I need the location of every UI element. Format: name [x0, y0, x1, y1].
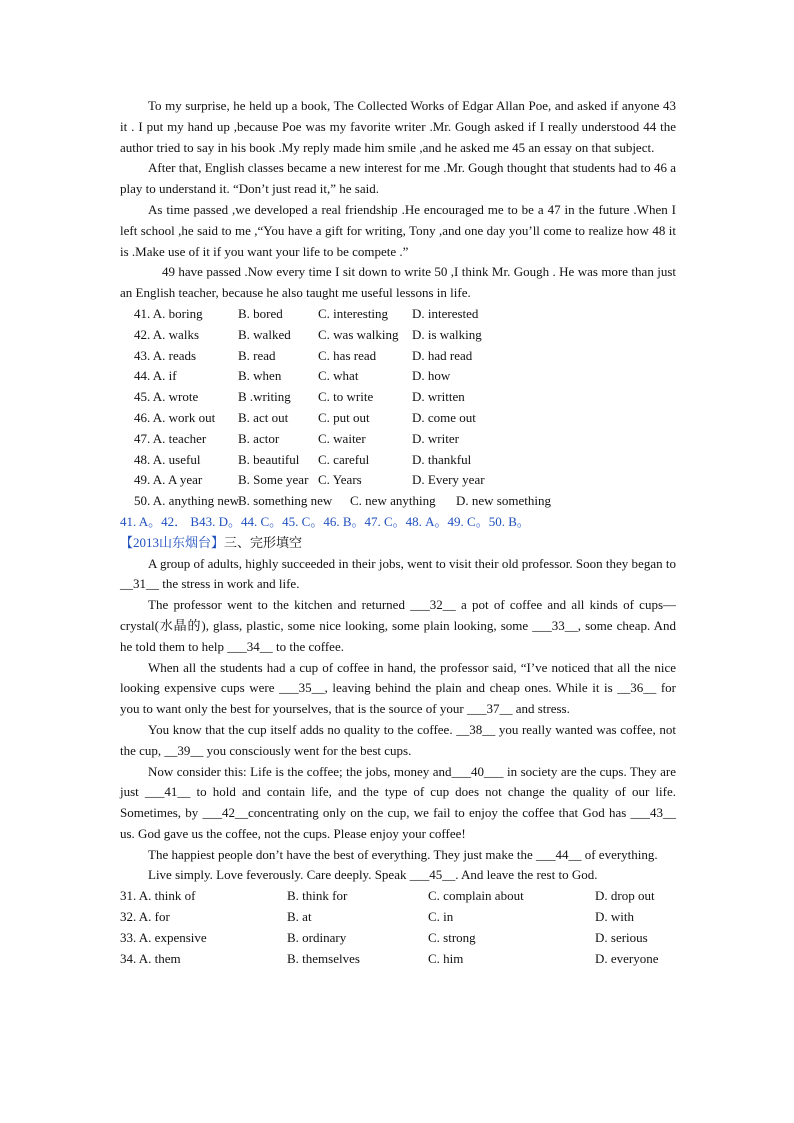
option-c: C. him [428, 950, 464, 966]
option-b: B. when [238, 368, 282, 384]
option-b: B. Some year [238, 472, 309, 488]
passage1-paragraph-2: After that, English classes became a new interest for me .Mr. Gough thought that students had to 46 a play to understand it. “Don’t just read it,” he said. [120, 160, 676, 197]
option-c: C. to write [318, 389, 374, 405]
option-b: B. at [287, 909, 312, 925]
option-b: B. themselves [287, 950, 360, 966]
option-a: 49. A. A year [134, 472, 203, 488]
passage2-paragraph-4: You know that the cup itself adds no quality to the coffee. __38__ you really wanted was coffee, not the cup, __39__ you consciously went for the best cups. [120, 721, 676, 758]
option-d: D. thankful [412, 451, 472, 467]
option-d: D. interested [412, 305, 479, 321]
passage2-paragraph-1: A group of adults, highly succeeded in their jobs, went to visit their old professor. Soon they began to __31__ the stress in work and life. [120, 555, 676, 592]
option-d: D. serious [595, 929, 648, 945]
option-row [120, 304, 676, 325]
option-row [120, 408, 676, 429]
option-a: 46. A. work out [134, 409, 216, 425]
option-row [120, 907, 676, 928]
option-row [120, 429, 676, 450]
option-b: B. actor [238, 430, 280, 446]
option-c: C. was walking [318, 326, 399, 342]
option-d: D. with [595, 909, 634, 925]
option-b: B. beautiful [238, 451, 300, 467]
passage2-paragraph-3: When all the students had a cup of coffee in hand, the professor said, “I’ve noticed that all the nice looking expensive cups were ___35__, leaving behind the plain and cheap ones. While it is __36__ for you to want only the best for yourselves, that is the source of your ___37__ and stress. [120, 659, 676, 717]
section-heading [120, 533, 676, 554]
option-d: D. had read [412, 347, 473, 363]
option-c: C. interesting [318, 305, 389, 321]
passage1-paragraph-3: As time passed ,we developed a real friendship .He encouraged me to be a 47 in the future .When I left school ,he said to me ,“You have a gift for writing, Tony ,and one day you’ll come to realize how 48 it is .Make use of it if you want your life to be compete .” [120, 201, 676, 259]
option-c: C. in [428, 909, 454, 925]
option-d: D. drop out [595, 888, 655, 904]
option-row [120, 949, 676, 970]
option-d: D. new something [456, 493, 551, 509]
option-a: 32. A. for [120, 909, 170, 925]
option-a: 41. A. boring [134, 305, 203, 321]
option-b: B. read [238, 347, 276, 363]
passage2-paragraph-5: Now consider this: Life is the coffee; the jobs, money and___40___ in society are the cups. They are just ___41__ to hold and contain life, and the type of cup does not change the quality of our life. Sometimes, by ___42__concentrating only on the cup, we fail to enjoy the coffee that God has ___43__ us. God gave us the coffee, not the cups. Please enjoy your coffee! [120, 763, 676, 841]
option-b: B. bored [238, 305, 283, 321]
option-c: C. new anything [350, 493, 436, 509]
option-b: B. think for [287, 888, 348, 904]
option-row [120, 387, 676, 408]
passage2-paragraph-2: The professor went to the kitchen and returned ___32__ a pot of coffee and all kinds of cups—crystal(水晶的), glass, plastic, some nice looking, some plain looking, some ___33__, some cheap. And he told them to help ___34__ to the coffee. [120, 597, 676, 654]
passage1-paragraph-4: 49 have passed .Now every time I sit down to write 50 ,I think Mr. Gough . He was more than just an English teacher, because he also taught me useful lessons in life. [120, 264, 676, 301]
option-a: 48. A. useful [134, 451, 201, 467]
option-d: D. Every year [412, 472, 485, 488]
option-row [120, 450, 676, 471]
option-d: D. is walking [412, 326, 482, 342]
passage2-paragraph-7: Live simply. Love feverously. Care deeply. Speak ___45__. And leave the rest to God. [148, 867, 598, 883]
option-a: 31. A. think of [120, 888, 196, 904]
option-b: B .writing [238, 389, 291, 405]
option-a: 50. A. anything new [134, 493, 240, 509]
passage2-paragraph-6: The happiest people don’t have the best of everything. They just make the ___44__ of everything. [148, 846, 658, 862]
option-a: 47. A. teacher [134, 430, 207, 446]
option-row [120, 886, 676, 907]
option-d: D. everyone [595, 950, 659, 966]
option-a: 44. A. if [134, 368, 177, 384]
passage1-paragraph-1: To my surprise, he held up a book, The Collected Works of Edgar Allan Poe, and asked if anyone 43 it . I put my hand up ,because Poe was my favorite writer .Mr. Gough asked if I really understood 44 the author tried to say in his book .My reply made him smile ,and he asked me 45 an essay on that subject. [120, 98, 676, 155]
option-c: C. waiter [318, 430, 366, 446]
option-a: 34. A. them [120, 950, 181, 966]
option-c: C. careful [318, 451, 370, 467]
option-d: D. how [412, 368, 451, 384]
option-row [120, 928, 676, 949]
option-row [120, 491, 676, 512]
option-c: C. Years [318, 472, 362, 488]
document-page [120, 96, 676, 969]
option-d: D. come out [412, 409, 476, 425]
option-row [120, 346, 676, 367]
option-row [120, 366, 676, 387]
options-list-31-34 [120, 886, 676, 969]
options-list-41-50 [120, 304, 676, 512]
option-d: D. writer [412, 430, 459, 446]
option-c: C. what [318, 368, 359, 384]
option-b: B. something new [238, 493, 333, 509]
option-a: 33. A. expensive [120, 929, 207, 945]
option-b: B. walked [238, 326, 291, 342]
option-c: C. has read [318, 347, 377, 363]
section-title: 三、完形填空 [224, 534, 303, 550]
section-source: 【2013山东烟台】 [120, 534, 225, 550]
option-b: B. ordinary [287, 929, 347, 945]
option-a: 45. A. wrote [134, 389, 199, 405]
option-c: C. complain about [428, 888, 524, 904]
option-b: B. act out [238, 409, 289, 425]
option-row [120, 325, 676, 346]
answer-key: 41. A。42． B43. D。44. C。45. C。46. B。47. C。48. A。49. C。50. B。 [120, 513, 530, 529]
option-a: 43. A. reads [134, 347, 197, 363]
option-a: 42. A. walks [134, 326, 199, 342]
option-d: D. written [412, 389, 465, 405]
option-row [120, 470, 676, 491]
option-c: C. put out [318, 409, 370, 425]
option-c: C. strong [428, 929, 476, 945]
